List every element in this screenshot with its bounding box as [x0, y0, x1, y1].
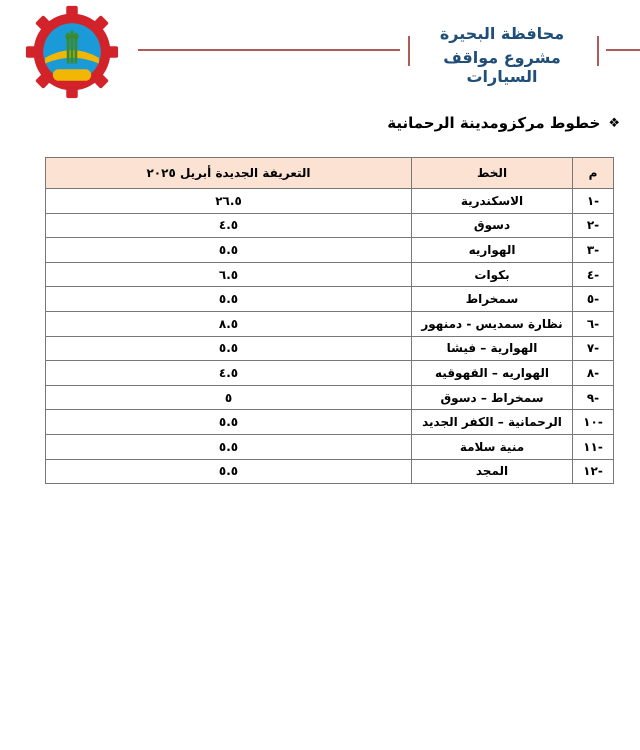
governorate-logo	[24, 4, 120, 100]
table-row	[46, 311, 614, 336]
header-fare: التعريفة الجديدة أبريل ٢٠٢٥	[46, 158, 412, 189]
row-line: دسوق	[412, 213, 573, 238]
row-fare: ٥	[46, 385, 412, 410]
table-row	[46, 238, 614, 263]
row-num: -٨	[573, 361, 614, 386]
row-fare: ٢٦.٥	[46, 189, 412, 214]
row-fare: ٨.٥	[46, 311, 412, 336]
header-line: الخط	[412, 158, 573, 189]
row-num: -٩	[573, 385, 614, 410]
table-row	[46, 262, 614, 287]
row-line: سمخراط	[412, 287, 573, 312]
row-line: منية سلامة	[412, 434, 573, 459]
table-row	[46, 189, 614, 214]
row-line: الهواريه	[412, 238, 573, 263]
row-num: -١١	[573, 434, 614, 459]
section-heading	[387, 114, 620, 132]
row-line: المجد	[412, 459, 573, 484]
row-num: -١	[573, 189, 614, 214]
header-bracket-left	[408, 36, 410, 66]
row-fare: ٥.٥	[46, 459, 412, 484]
row-fare: ٤.٥	[46, 213, 412, 238]
table-row	[46, 361, 614, 386]
section-title: خطوط مركزومدينة الرحمانية	[387, 114, 601, 132]
header-divider-left	[138, 49, 400, 51]
row-num: -٦	[573, 311, 614, 336]
project-name: مشروع مواقف السيارات	[443, 48, 561, 86]
table-row	[46, 287, 614, 312]
row-fare: ٥.٥	[46, 238, 412, 263]
row-line: بكوات	[412, 262, 573, 287]
row-num: -٣	[573, 238, 614, 263]
row-line: الهوارية – فيشا	[412, 336, 573, 361]
row-line: الاسكندرية	[412, 189, 573, 214]
table-header-row	[46, 158, 614, 189]
row-line: سمخراط – دسوق	[412, 385, 573, 410]
row-fare: ٤.٥	[46, 361, 412, 386]
row-num: -٧	[573, 336, 614, 361]
table-row	[46, 385, 614, 410]
row-fare: ٥.٥	[46, 336, 412, 361]
row-fare: ٥.٥	[46, 287, 412, 312]
tariff-table	[45, 157, 614, 484]
header-num: م	[573, 158, 614, 189]
row-num: -١٠	[573, 410, 614, 435]
header-bracket-right	[597, 36, 599, 66]
table-row	[46, 459, 614, 484]
row-num: -٥	[573, 287, 614, 312]
governorate-name: محافظة البحيرة	[439, 24, 565, 43]
row-fare: ٥.٥	[46, 410, 412, 435]
row-num: -٤	[573, 262, 614, 287]
table-row	[46, 434, 614, 459]
row-fare: ٥.٥	[46, 434, 412, 459]
table-row	[46, 336, 614, 361]
row-fare: ٦.٥	[46, 262, 412, 287]
table-row	[46, 410, 614, 435]
row-num: -١٢	[573, 459, 614, 484]
row-num: -٢	[573, 213, 614, 238]
diamond-bullet-icon: ❖	[608, 115, 620, 131]
header-divider-right	[606, 49, 640, 51]
row-line: الهواريه – القهوقيه	[412, 361, 573, 386]
row-line: الرحمانية – الكفر الجديد	[412, 410, 573, 435]
row-line: نظارة سمديس - دمنهور	[412, 311, 573, 336]
table-row	[46, 213, 614, 238]
